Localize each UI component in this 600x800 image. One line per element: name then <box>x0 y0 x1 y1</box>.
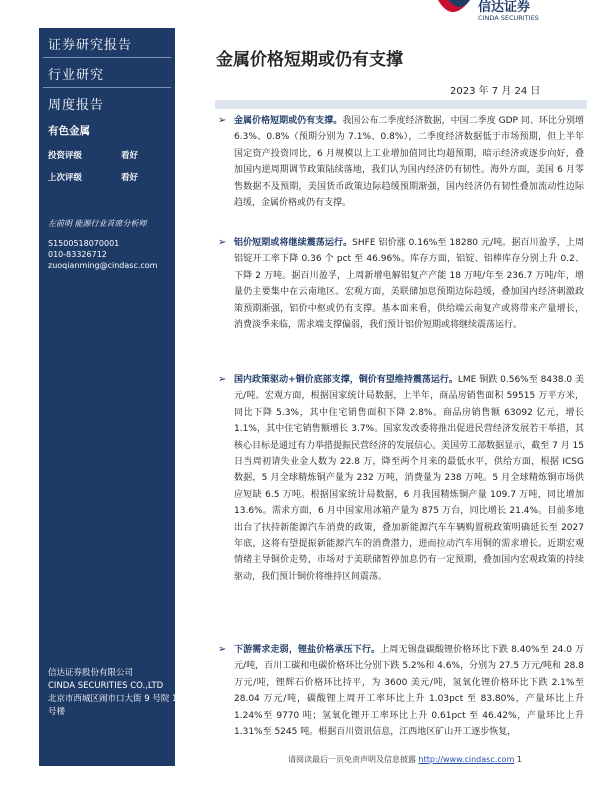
sub-category-label: 周度报告 <box>48 98 105 113</box>
report-date: 2023 年 7 月 24 日 <box>450 86 541 97</box>
prev-rating-label: 上次评级 <box>48 173 83 183</box>
section-body: 上周无锡盘碳酸锂价格环比下跌 8.40%至 24.0 万元/吨，百川工碳和电碳价格环比分别下跌 5.2%和 4.6%，分别为 27.5 万元/吨和 28.8 万元/吨，锂辉石价格环比持平，为 3600 美元/吨，氢氧化锂价格环比下跌 2.1%至 28.04 万元/吨，碳酸锂上周开工率环比上升 1.03pct 至 83.80%，产量环比上升 1.24%至 9770 吨；氢氧化锂开工率环比上升 0.61pct 至 46.42%，产量环比上升 1.31%至 5245 吨。根据百川资讯信息，江西地区矿山开工逐步恢复， <box>234 645 584 738</box>
report-type-label: 证券研究报告 <box>48 38 133 53</box>
arrow-bullet-icon: ➢ <box>218 237 227 248</box>
sidebar <box>39 28 178 766</box>
company-address: 北京市西城区闹市口大街 9 号院 1 号楼 <box>48 694 178 717</box>
company-logo <box>438 0 588 22</box>
analyst-email: zuoqianming@cindasc.com <box>48 261 158 270</box>
company-name-cn: 信达证券股份有限公司 <box>48 668 134 678</box>
arrow-bullet-icon: ➢ <box>218 374 227 385</box>
section-copper <box>234 372 584 585</box>
section-heading: 铝价短期或将继续震荡运行。 <box>234 238 353 248</box>
analyst-name: 左前明 能源行业首席分析师 <box>48 219 147 228</box>
analyst-phone: 010-83326712 <box>48 250 107 259</box>
website-link[interactable]: http://www.cindasc.com <box>418 755 515 764</box>
page-footer <box>288 754 522 765</box>
section-aluminum <box>234 235 584 333</box>
logo-text: 信达证券 <box>478 0 531 15</box>
rating-value: 看好 <box>121 151 139 161</box>
page-number: 1 <box>516 755 522 764</box>
section-lithium <box>234 642 584 740</box>
cinda-logo-icon <box>438 0 588 22</box>
page-title: 金属价格短期或仍有支撑 <box>216 50 403 70</box>
company-name-en: CINDA SECURITIES CO.,LTD <box>48 681 164 691</box>
section-heading: 国内政策驱动+铜价底部支撑，铜价有望维持震荡运行。 <box>234 375 458 385</box>
analyst-id: S1500518070001 <box>48 239 120 248</box>
sidebar-divider <box>43 57 171 58</box>
header-rule <box>215 100 587 109</box>
arrow-bullet-icon: ➢ <box>218 115 227 126</box>
sector-label: 有色金属 <box>48 125 90 137</box>
logo-english: CINDA SECURITIES <box>478 14 539 22</box>
section-body: LME 铜跌 0.56%至 8438.0 美元/吨。宏观方面，根据国家统计局数据，上半年，商品房销售面积 59515 万平方米，同比下降 5.3%，其中住宅销售面积下降 2.8%。商品房销售额 63092 亿元，增长 1.1%，其中住宅销售额增长 3.7%。国家发改委将推出促进民营经济发展若干举措，其核心目标是通过有力举措提振民营经济的发展信心。美国劳工部数据显示，截至 7 月 15 日当周初请失业金人数为 22.8 万，降至两个月来的最低水平，供给方面，根据 ICSG 数据，5 月全球精炼铜产量为 232 万吨，消费量为 238 万吨。5 月全球精炼铜市场供应短缺 6.5 万吨。根据国家统计局数据，6 月我国精炼铜产量 109.7 万吨，同比增加 13.6%。需求方面，6 月中国家用冰箱产量为 875 万台，同比增长 21.4%。目前多地出台了扶持新能源汽车消费的政策，叠加新能源汽车车辆购置税政策明确延长至 2027 年底，这将有望提振新能源汽车的消费潜力，进而拉动汽车用铜的需求增长。近期宏观情绪主导铜价走势，市场对于美联储暂停加息仍有一定预期，叠加国内宏观政策的持续驱动，我们预计铜价将维持区间震荡。 <box>234 375 584 582</box>
section-body: SHFE 铝价涨 0.16%至 18280 元/吨。据百川盈孚，上周铝锭开工率下降 0.36 个 pct 至 46.96%。库存方面，铝锭、铝棒库存分别上升 0.2、下降 2 万吨。据百川盈孚，上周新增电解铝复产产能 18 万吨/年至 236.7 万吨/年，增量仍主要集中在云南地区。宏观方面，美联储加息预期边际趋缓，叠加国内经济刺激政策预期渐强，铝价中枢或仍有支撑。基本面来看，供给端云南复产或将带来产量增长，消费淡季来临，需求端支撑偏弱，我们预计铝价短期或将继续震荡运行。 <box>234 238 584 331</box>
section-heading: 金属价格短期或仍有支撑。 <box>234 116 343 126</box>
section-macro <box>234 113 584 211</box>
disclaimer-notice: 请阅读最后一页免责声明及信息披露 <box>288 755 416 764</box>
rating-label: 投资评级 <box>48 151 83 161</box>
section-body: 我国公布二季度经济数据，中国二季度 GDP 同、环比分别增 6.3%、0.8%（预期分别为 7.1%、0.8%），二季度经济数据低于市场预期，但上半年国定资产投资同比，6 月规模以上工业增加值同比均超预期，暗示经济或逐步向好，叠加国内逆周期调节政策陆续落地，我们认为国内经济仍有韧性。海外方面，美国 6 月零售数据不及预期，美国货币政策边际趋缓预期渐强，国内经济仍有韧性叠加流动性边际趋缓，金属价格或仍有支撑。 <box>234 116 584 209</box>
arrow-bullet-icon: ➢ <box>218 644 227 655</box>
category-label: 行业研究 <box>48 68 105 83</box>
sidebar-divider <box>43 87 171 88</box>
prev-rating-value: 看好 <box>121 173 139 183</box>
section-heading: 下游需求走弱，锂盐价格承压下行。 <box>234 645 381 655</box>
